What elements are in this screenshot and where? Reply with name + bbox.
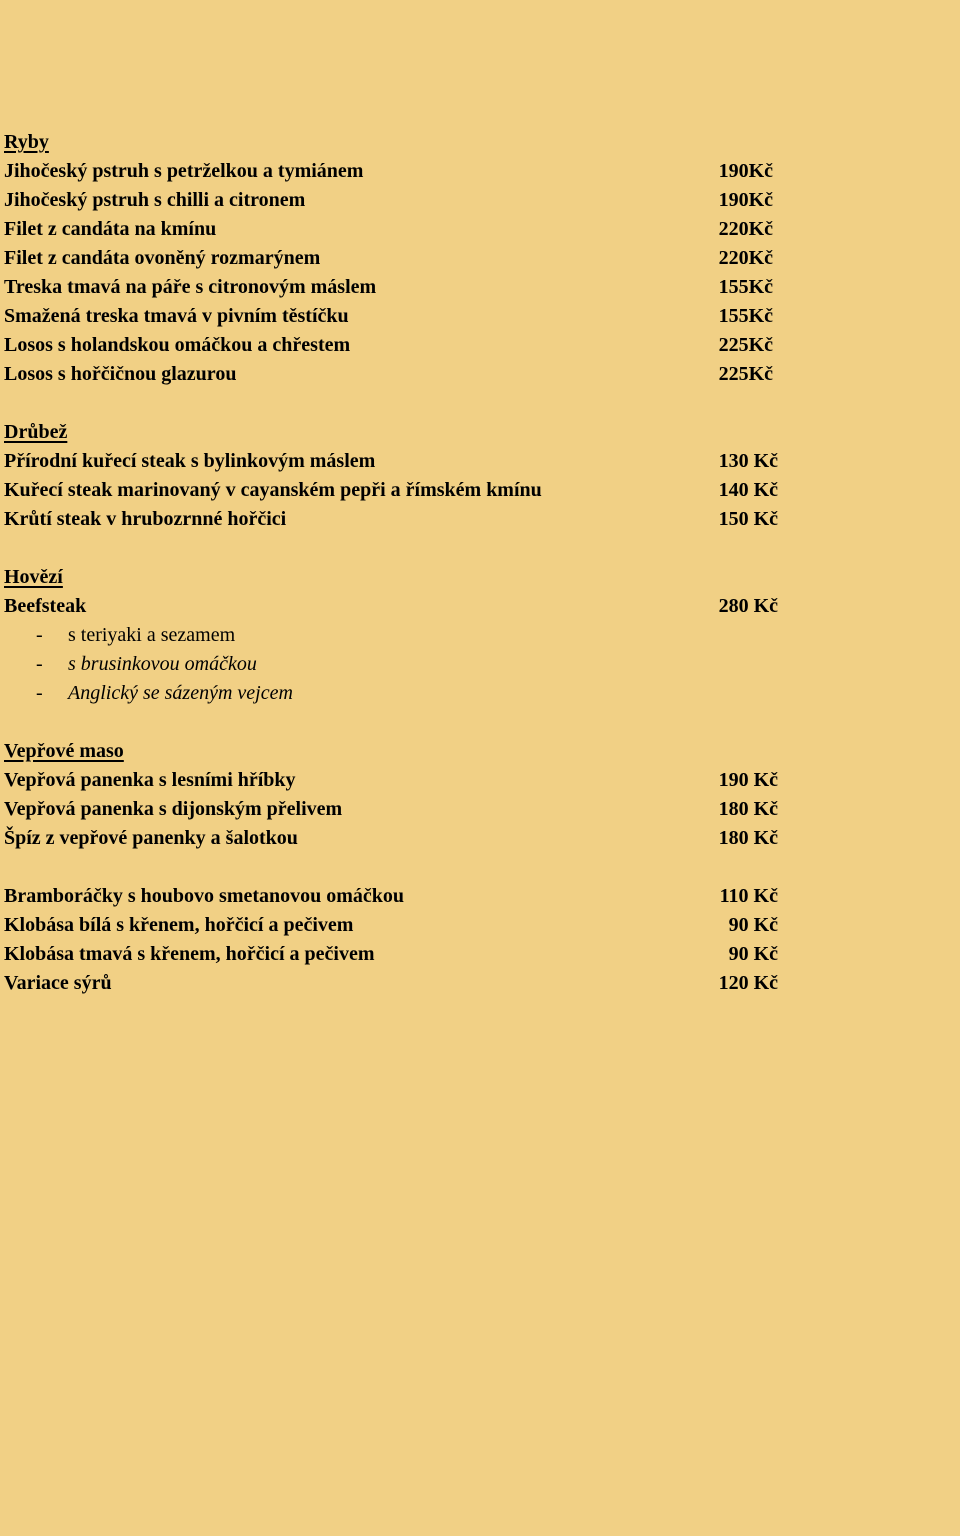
section-header-hovezi [0, 563, 960, 592]
item-price: 225Kč [718, 334, 773, 356]
item-name: Kuřecí steak marinovaný v cayanském pepři a římském kmínu [4, 479, 542, 501]
item-price: 190Kč [718, 160, 773, 182]
menu-item [0, 447, 960, 476]
item-price: 155Kč [718, 276, 773, 298]
section-title: Hovězí [4, 566, 63, 588]
item-name: Smažená treska tmavá v pivním těstíčku [4, 305, 349, 327]
item-price: 180 Kč [718, 827, 778, 849]
section-title: Vepřové maso [4, 740, 124, 762]
item-name: Beefsteak [4, 595, 87, 617]
menu-item [0, 882, 960, 911]
item-price: 190 Kč [718, 769, 778, 791]
item-name: Přírodní kuřecí steak s bylinkovým máslem [4, 450, 376, 472]
menu-item-option [0, 679, 960, 708]
section-header-veprove [0, 737, 960, 766]
section-title: Ryby [4, 131, 49, 153]
option-text: s brusinkovou omáčkou [68, 653, 257, 675]
item-price: 150 Kč [718, 508, 778, 530]
menu-item [0, 331, 960, 360]
menu-item [0, 360, 960, 389]
item-price: 280 Kč [718, 595, 778, 617]
item-name: Filet z candáta na kmínu [4, 218, 217, 240]
menu-item [0, 476, 960, 505]
menu-item [0, 940, 960, 969]
item-name: Krůtí steak v hrubozrnné hořčici [4, 508, 287, 530]
menu-item [0, 244, 960, 273]
item-name: Treska tmavá na páře s citronovým máslem [4, 276, 377, 298]
item-name: Vepřová panenka s dijonským přelivem [4, 798, 343, 820]
menu-item [0, 766, 960, 795]
menu-item [0, 592, 960, 621]
item-price: 140 Kč [718, 479, 778, 501]
item-name: Vepřová panenka s lesními hříbky [4, 769, 296, 791]
item-price: 130 Kč [718, 450, 778, 472]
section-spacer [0, 853, 960, 882]
menu-item [0, 824, 960, 853]
item-price: 220Kč [718, 218, 773, 240]
section-spacer [0, 389, 960, 418]
section-header-drubez [0, 418, 960, 447]
item-name: Klobása bílá s křenem, hořčicí a pečivem [4, 914, 354, 936]
option-dash: - [36, 624, 43, 646]
option-text: s teriyaki a sezamem [68, 624, 236, 646]
item-price: 155Kč [718, 305, 773, 327]
item-price: 90 Kč [728, 943, 778, 965]
menu-item [0, 795, 960, 824]
item-price: 90 Kč [728, 914, 778, 936]
item-name: Variace sýrů [4, 972, 112, 994]
section-spacer [0, 534, 960, 563]
item-price: 110 Kč [719, 885, 778, 907]
item-name: Bramboráčky s houbovo smetanovou omáčkou [4, 885, 405, 907]
menu-list [0, 128, 960, 998]
option-dash: - [36, 653, 43, 675]
item-price: 180 Kč [718, 798, 778, 820]
item-name: Klobása tmavá s křenem, hořčicí a pečivem [4, 943, 375, 965]
menu-item [0, 969, 960, 998]
item-name: Jihočeský pstruh s chilli a citronem [4, 189, 306, 211]
section-header-ryby [0, 128, 960, 157]
option-text: Anglický se sázeným vejcem [68, 682, 293, 704]
option-dash: - [36, 682, 43, 704]
item-name: Špíz z vepřové panenky a šalotkou [4, 827, 298, 849]
menu-item [0, 157, 960, 186]
item-name: Jihočeský pstruh s petrželkou a tymiánem [4, 160, 364, 182]
item-price: 225Kč [718, 363, 773, 385]
menu-item-option [0, 621, 960, 650]
menu-item [0, 273, 960, 302]
menu-item-option [0, 650, 960, 679]
menu-item [0, 911, 960, 940]
menu-item [0, 215, 960, 244]
item-name: Filet z candáta ovoněný rozmarýnem [4, 247, 321, 269]
menu-item [0, 505, 960, 534]
item-price: 120 Kč [718, 972, 778, 994]
item-name: Losos s holandskou omáčkou a chřestem [4, 334, 351, 356]
item-price: 190Kč [718, 189, 773, 211]
section-title: Drůbež [4, 421, 68, 443]
item-price: 220Kč [718, 247, 773, 269]
menu-item [0, 186, 960, 215]
section-spacer [0, 708, 960, 737]
item-name: Losos s hořčičnou glazurou [4, 363, 237, 385]
menu-item [0, 302, 960, 331]
